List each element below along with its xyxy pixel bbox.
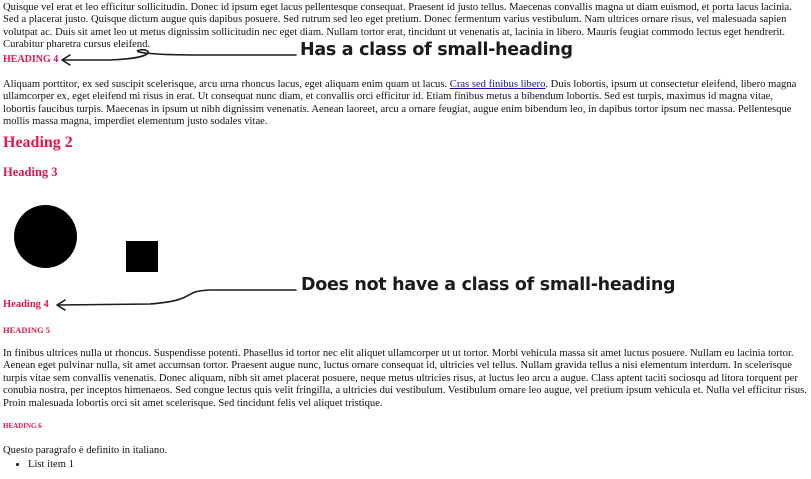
heading-3: Heading 3 — [3, 165, 58, 179]
arrow-top — [63, 50, 296, 60]
arrow-bottom — [58, 290, 296, 305]
cras-sed-link[interactable]: Cras sed finibus libero — [449, 79, 546, 90]
heading-5: HEADING 5 — [3, 325, 50, 335]
black-square — [126, 241, 158, 272]
intro-paragraph: Quisque vel erat et leo efficitur sollicitudin. Donec id ipsum eget lacus pellentesque consequat. Praesent id justo tellus. Maecenas convallis magna ut diam euismod, et porta lacus lacinia. Sed a placerat justo. Quisque dictum augue quis dapibus posuere. Sed rutrum sed leo eget pretium. Donec fermentum varius vestibulum. Nam ultrices ornare risus, vel malesuada sapien volutpat ac. Duis sit amet leo ut metus dignissim sollicitudin nec eget diam. Nullam tortor erat, tincidunt ut venenatis at, lacinia in libero. Mauris feugiat commodo lectus eget hendrerit. Curabitur pharetra cursus eleifend. — [3, 2, 792, 51]
second-paragraph-text-1: Aliquam porttitor, ex sed suscipit scelerisque, arcu urna rhoncus lacus, eget aliquam enim quam ut lacus. — [3, 79, 450, 90]
second-paragraph-text-2: . Duis lobortis, ipsum ut consectetur eleifend, libero magna ullamcorper ex, eget eleifend mi risus in erat. Ut consequat nunc diam, et convallis orci efficitur id. Etiam finibus metus a bibendum lobortis. Sed est turpis, maximus id magna vitae, lobortis faucibus turpis. Maecenas in ipsum ut nibh dignissim venenatis. Aenean laoreet, arcu a ornare feugiat, augue enim bibendum leo, in dapibus tortor ipsum nec massa. Pellentesque mollis massa magna, imperdiet elementum justo sodales vitae. — [3, 79, 797, 128]
heading-2: Heading 2 — [3, 134, 73, 151]
second-paragraph — [3, 79, 807, 129]
heading-4-plain: Heading 4 — [3, 299, 49, 310]
annotation-not-class: Does not have a class of small-heading — [301, 275, 676, 295]
bullet-list — [6, 459, 74, 471]
annotation-has-class: Has a class of small-heading — [300, 40, 573, 60]
list-item: • List item 1 — [28, 459, 74, 471]
heading-6: HEADING 6 — [3, 422, 42, 430]
italian-paragraph: Questo paragrafo è definito in italiano. — [3, 445, 168, 456]
black-circle — [14, 205, 77, 268]
heading-4-small: HEADING 4 — [3, 54, 59, 65]
third-paragraph: In finibus ultrices nulla ut rhoncus. Suspendisse potenti. Phasellus id tortor nec elit aliquet ullamcorper ut ut tortor. Morbi vehicula massa sit amet luctus posuere. Nullam eu lacinia tortor. Aenean eget pulvinar nulla, sit amet accumsan tortor. Praesent augue nunc, luctus ornare consequat id, ultricies vel tellus. Nullam gravida tellus a nisi elementum interdum. In scelerisque turpis vitae sem convallis venenatis. Donec aliquam, nibh sit amet placerat posuere, neque metus ultricies risus, at luctus leo arcu a augue. Class aptent taciti sociosqu ad litora torquent per conubia nostra, per inceptos himenaeos. Sed congue lectus quis velit fringilla, a ultricies dui vestibulum. Vestibulum ornare leo augue, vel pretium ipsum vehicula et. Nulla vel efficitur risus. Proin malesuada lobortis orci sit amet scelerisque. Sed tincidunt felis vel aliquet tristique. — [3, 348, 807, 409]
